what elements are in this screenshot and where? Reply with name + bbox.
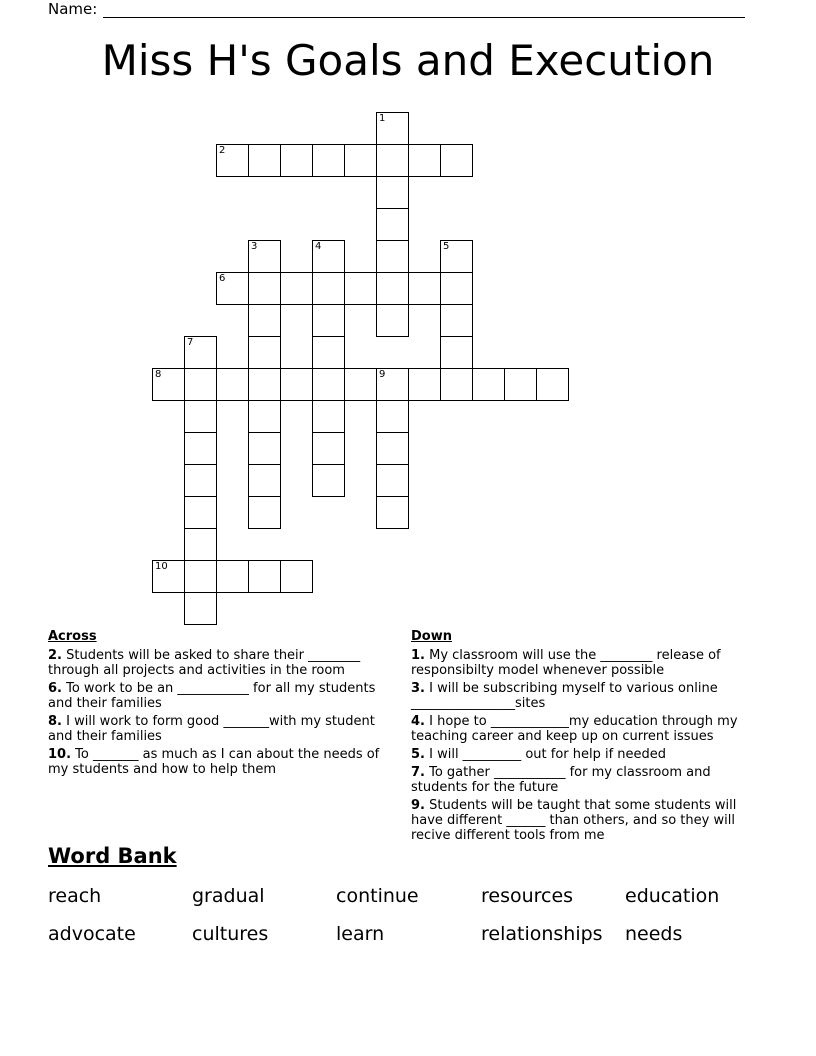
grid-cell [152,368,185,401]
grid-cell [440,336,473,369]
grid-cell [376,112,409,145]
cell-number: 7 [187,337,194,348]
clue-number: 10. [48,747,72,762]
grid-cell [376,304,409,337]
grid-cell [248,240,281,273]
grid-cell [440,368,473,401]
grid-cell [184,400,217,433]
grid-cell [312,240,345,273]
clue-text: Students will be taught that some students will have different ______ than others, and so they will recive different tools from me [411,798,737,843]
cell-number: 2 [219,145,226,156]
clue-number: 1. [411,648,425,663]
grid-cell [216,560,249,593]
grid-cell [312,304,345,337]
grid-cell [248,464,281,497]
grid-cell [312,400,345,433]
clue-number: 7. [411,765,425,780]
grid-cell [440,272,473,305]
grid-cell [344,272,377,305]
grid-cell [248,432,281,465]
grid-cell [184,336,217,369]
clue-number: 8. [48,714,62,729]
grid-cell [376,368,409,401]
clue [411,747,768,762]
clue-text: My classroom will use the ________ release of responsibilty model whenever possible [411,648,721,678]
grid-cell [184,368,217,401]
grid-cell [440,144,473,177]
name-label: Name: [48,0,98,18]
across-heading: Across [48,629,97,644]
cell-number: 9 [379,369,386,380]
clue-number: 3. [411,681,425,696]
grid-cell [376,400,409,433]
clue-number: 4. [411,714,425,729]
grid-cell [184,592,217,625]
grid-cell [248,560,281,593]
word-bank-word: gradual [192,885,265,907]
grid-cell [248,144,281,177]
cell-number: 4 [315,241,322,252]
across-clue-list [48,648,400,777]
grid-cell [376,176,409,209]
word-bank-word: learn [336,923,385,945]
grid-cell [408,144,441,177]
clue-number: 5. [411,747,425,762]
grid-cell [216,368,249,401]
grid-cell [280,272,313,305]
grid-cell [248,400,281,433]
grid-cell [408,272,441,305]
clue-text: I hope to ____________my education through my teaching career and keep up on current issues [411,714,738,744]
grid-cell [344,368,377,401]
grid-cell [248,272,281,305]
grid-cell [216,272,249,305]
clue [411,714,768,744]
clue-text: I will work to form good _______with my student and their families [48,714,375,744]
grid-cell [216,144,249,177]
down-clues [411,629,768,846]
cell-number: 1 [379,113,386,124]
down-heading: Down [411,629,452,644]
clue [48,681,400,711]
grid-cell [280,368,313,401]
grid-cell [376,496,409,529]
grid-cell [440,304,473,337]
word-bank-word: continue [336,885,419,907]
grid-cell [408,368,441,401]
word-bank-word: needs [625,923,683,945]
grid-cell [312,336,345,369]
grid-cell [312,272,345,305]
grid-cell [184,528,217,561]
grid-cell [248,336,281,369]
grid-cell [152,560,185,593]
grid-cell [312,368,345,401]
grid-cell [184,464,217,497]
word-bank-word: reach [48,885,102,907]
grid-cell [376,240,409,273]
clue [48,648,400,678]
grid-cell [536,368,569,401]
clue-text: I will be subscribing myself to various online ________________sites [411,681,718,711]
word-bank-word: cultures [192,923,269,945]
grid-cell [312,144,345,177]
across-clues [48,629,400,846]
grid-cell [312,464,345,497]
grid-cell [504,368,537,401]
cell-number: 8 [155,369,162,380]
grid-cell [376,272,409,305]
clue-number: 2. [48,648,62,663]
clue-text: I will _________ out for help if needed [424,747,667,762]
grid-cell [248,496,281,529]
cell-number: 3 [251,241,258,252]
page-title: Miss H's Goals and Execution [101,36,715,85]
grid-cell [376,208,409,241]
cell-number: 5 [443,241,450,252]
grid-cell [248,368,281,401]
grid-cell [376,432,409,465]
clue-number: 6. [48,681,62,696]
clue [48,747,400,777]
grid-cell [312,432,345,465]
name-blank-line [103,3,745,18]
down-clue-list [411,648,768,843]
grid-cell [184,432,217,465]
grid-cell [184,496,217,529]
clue-text: To gather ___________ for my classroom and students for the future [411,765,711,795]
clue [411,681,768,711]
grid-cell [376,144,409,177]
grid-cell [440,240,473,273]
word-bank-heading: Word Bank [48,844,177,868]
word-bank-word: resources [481,885,574,907]
clue [411,648,768,678]
grid-cell [280,144,313,177]
clue-text: To _______ as much as I can about the needs of my students and how to help them [48,747,380,777]
word-bank-list [48,884,770,946]
clue-text: To work to be an ___________ for all my students and their families [48,681,376,711]
grid-cell [248,304,281,337]
grid-cell [472,368,505,401]
name-row [48,1,745,18]
clues-section [48,629,768,846]
cell-number: 10 [155,561,168,572]
word-bank-section [48,844,770,946]
grid-cell [376,464,409,497]
grid-cell [184,560,217,593]
clue [411,798,768,843]
word-bank-word: education [625,885,720,907]
cell-number: 6 [219,273,226,284]
grid-cell [280,560,313,593]
clue-text: Students will be asked to share their ________ through all projects and activities in the room [48,648,361,678]
clue-number: 9. [411,798,425,813]
grid-cell [344,144,377,177]
word-bank-word: relationships [481,923,603,945]
clue [48,714,400,744]
clue [411,765,768,795]
word-bank-word: advocate [48,923,136,945]
